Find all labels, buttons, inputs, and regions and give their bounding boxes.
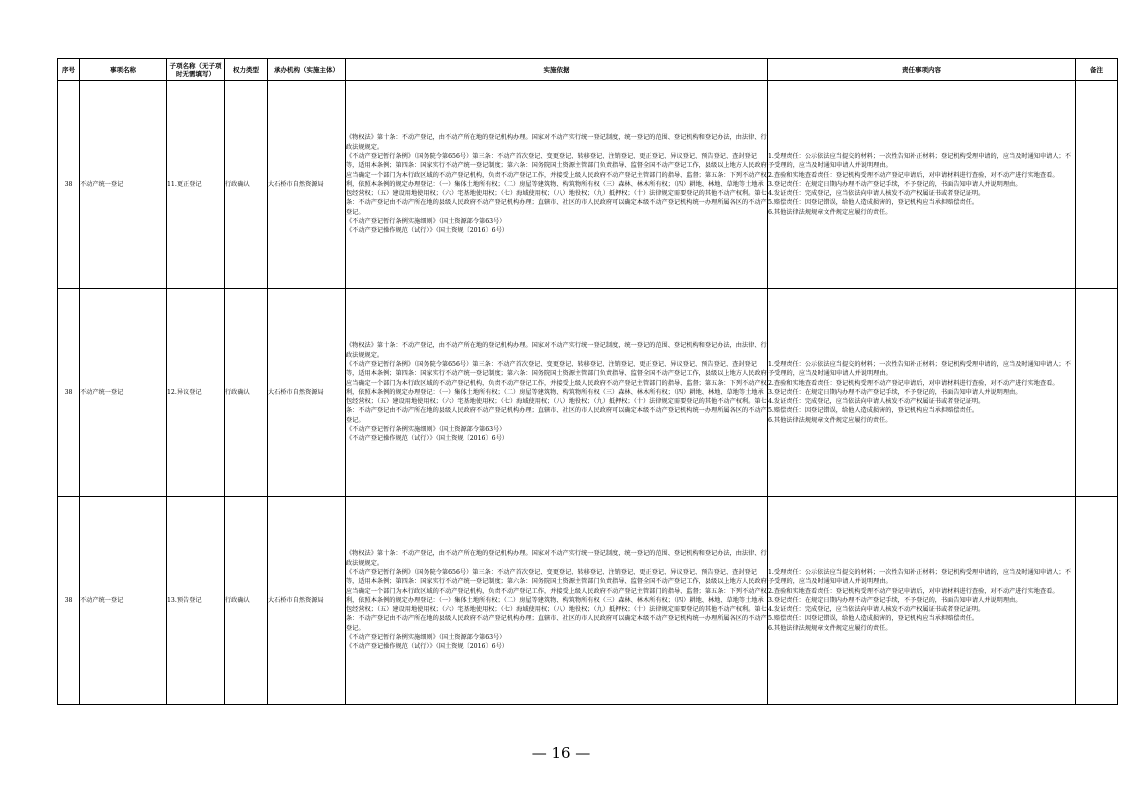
responsibility-item: 4.发证责任：完成登记，应当依法向申请人核发不动产权属证书或者登记证明。 xyxy=(768,398,985,406)
basis-paragraph: 《不动产登记暂行条例实施细则》（国土资源部令第63号） xyxy=(346,634,506,642)
row-power-type: 行政确认 xyxy=(225,81,268,289)
page-number: — 16 — xyxy=(531,744,591,762)
basis-paragraph: 《物权法》第十条：不动产登记，由不动产所在地的登记机构办理。国家对不动产实行统一登记制度，统一登记的范围、登记机构和登记办法，由法律、行政法规规定。 xyxy=(346,550,767,567)
basis-paragraph: 《物权法》第十条：不动产登记，由不动产所在地的登记机构办理。国家对不动产实行统一登记制度，统一登记的范围、登记机构和登记办法，由法律、行政法规规定。 xyxy=(346,342,767,359)
responsibility-item: 4.发证责任：完成登记，应当依法向申请人核发不动产权属证书或者登记证明。 xyxy=(768,606,985,614)
basis-paragraph: 《不动产登记暂行条例》（国务院令第656号）第三条：不动产首次登记、变更登记、转移登记、注销登记、更正登记、异议登记、预告登记、查封登记等，适用本条例；第四条：国家实行不动产统一登记制度；第六条：国务院国土资源主管部门负责指导、监督全国不动产登记工作，县级以上地方人民政府应当确定一个部门为本行政区域的不动产登记机构，负责不动产登记工作，并接受上级人民政府不动产登记主管部门的指导、监督；第五条：下列不动产权利，依照本条例的规定办理登记：（一）集体土地所有权；（二）房屋等建筑物、构筑物所有权（三）森林、林木所有权；（四）耕地、林地、草地等土地承包经营权；（五）建设用地使用权；（六）宅基地使用权；（七）海域使用权；（八）地役权；（九）抵押权；（十）法律规定需要登记的其他不动产权利。第七条：不动产登记由不动产所在地的县级人民政府不动产登记机构办理；直辖市、社区的市人民政府可以确定本级不动产登记机构统一办理所属各区的不动产登记。 xyxy=(346,360,767,424)
row-power-type: 行政确认 xyxy=(225,497,268,705)
row-remarks xyxy=(1076,289,1118,497)
header-seq: 序号 xyxy=(58,59,80,81)
row-responsibility xyxy=(768,289,1076,497)
basis-paragraph: 《不动产登记操作规范（试行）》（国土资规〔2016〕6号） xyxy=(346,643,508,651)
basis-paragraph: 《不动产登记暂行条例实施细则》（国土资源部令第63号） xyxy=(346,218,506,226)
row-responsibility xyxy=(768,81,1076,289)
responsibility-item: 6.其他法律法规规章文件规定应履行的责任。 xyxy=(768,416,892,424)
row-sub-item: 13.预告登记 xyxy=(167,497,225,705)
row-power-type: 行政确认 xyxy=(225,289,268,497)
row-sub-item: 11.更正登记 xyxy=(167,81,225,289)
responsibility-item: 3.登记责任：在规定日期内办理不动产登记手续，不予登记的，书面告知申请人并说明理由。 xyxy=(768,388,1022,396)
responsibility-item: 5.赔偿责任：因登记错误，给他人造成损害的，登记机构应当承担赔偿责任。 xyxy=(768,407,979,415)
row-remarks xyxy=(1076,81,1118,289)
responsibility-item: 3.登记责任：在规定日期内办理不动产登记手续，不予登记的，书面告知申请人并说明理由。 xyxy=(768,180,1022,188)
row-org: 大石桥市自然资源局 xyxy=(268,81,346,289)
responsibility-item: 2.查验和实地查看责任：登记机构受理不动产登记申请后，对申请材料进行查验，对不动产进行实地查看。 xyxy=(768,587,1059,595)
header-org: 承办机构（实施主体） xyxy=(268,59,346,81)
header-remarks: 备注 xyxy=(1076,59,1118,81)
table-row xyxy=(58,289,1118,497)
responsibility-item: 5.赔偿责任：因登记错误，给他人造成损害的，登记机构应当承担赔偿责任。 xyxy=(768,199,979,207)
row-responsibility xyxy=(768,497,1076,705)
row-seq: 38 xyxy=(58,289,80,497)
table-body xyxy=(58,81,1118,705)
basis-paragraph: 《不动产登记暂行条例》（国务院令第656号）第三条：不动产首次登记、变更登记、转移登记、注销登记、更正登记、异议登记、预告登记、查封登记等，适用本条例；第四条：国家实行不动产统一登记制度；第六条：国务院国土资源主管部门负责指导、监督全国不动产登记工作，县级以上地方人民政府应当确定一个部门为本行政区域的不动产登记机构，负责不动产登记工作，并接受上级人民政府不动产登记主管部门的指导、监督；第五条：下列不动产权利，依照本条例的规定办理登记：（一）集体土地所有权；（二）房屋等建筑物、构筑物所有权（三）森林、林木所有权；（四）耕地、林地、草地等土地承包经营权；（五）建设用地使用权；（六）宅基地使用权；（七）海域使用权；（八）地役权；（九）抵押权；（十）法律规定需要登记的其他不动产权利。第七条：不动产登记由不动产所在地的县级人民政府不动产登记机构办理；直辖市、社区的市人民政府可以确定本级不动产登记机构统一办理所属各区的不动产登记。 xyxy=(346,568,767,632)
row-seq: 38 xyxy=(58,81,80,289)
responsibility-item: 1.受理责任：公示依法应当提交的材料；一次性告知补正材料；登记机构受理申请的，应当及时通知申请人；不予受理的，应当及时通知申请人并说明理由。 xyxy=(768,152,1071,170)
basis-paragraph: 《不动产登记暂行条例》（国务院令第656号）第三条：不动产首次登记、变更登记、转移登记、注销登记、更正登记、异议登记、预告登记、查封登记等，适用本条例；第四条：国家实行不动产统一登记制度；第六条：国务院国土资源主管部门负责指导、监督全国不动产登记工作，县级以上地方人民政府应当确定一个部门为本行政区域的不动产登记机构，负责不动产登记工作，并接受上级人民政府不动产登记主管部门的指导、监督；第五条：下列不动产权利，依照本条例的规定办理登记：（一）集体土地所有权；（二）房屋等建筑物、构筑物所有权（三）森林、林木所有权；（四）耕地、林地、草地等土地承包经营权；（五）建设用地使用权；（六）宅基地使用权；（七）海域使用权；（八）地役权；（九）抵押权；（十）法律规定需要登记的其他不动产权利。第七条：不动产登记由不动产所在地的县级人民政府不动产登记机构办理；直辖市、社区的市人民政府可以确定本级不动产登记机构统一办理所属各区的不动产登记。 xyxy=(346,152,767,216)
responsibility-item: 5.赔偿责任：因登记错误，给他人造成损害的，登记机构应当承担赔偿责任。 xyxy=(768,615,979,623)
header-basis: 实施依据 xyxy=(346,59,768,81)
responsibility-item: 6.其他法律法规规章文件规定应履行的责任。 xyxy=(768,624,892,632)
row-basis xyxy=(346,81,768,289)
header-sub-item: 子项名称（无子项时无需填写） xyxy=(167,59,225,81)
row-basis xyxy=(346,497,768,705)
row-org: 大石桥市自然资源局 xyxy=(268,289,346,497)
responsibility-item: 6.其他法律法规规章文件规定应履行的责任。 xyxy=(768,208,892,216)
basis-paragraph: 《不动产登记操作规范（试行）》（国土资规〔2016〕6号） xyxy=(346,227,508,235)
responsibility-item: 1.受理责任：公示依法应当提交的材料；一次性告知补正材料；登记机构受理申请的，应当及时通知申请人；不予受理的，应当及时通知申请人并说明理由。 xyxy=(768,360,1071,378)
power-list-table xyxy=(57,58,1118,705)
basis-paragraph: 《不动产登记操作规范（试行）》（国土资规〔2016〕6号） xyxy=(346,435,508,443)
row-item-name: 不动产统一登记 xyxy=(80,497,167,705)
row-org: 大石桥市自然资源局 xyxy=(268,497,346,705)
row-seq: 38 xyxy=(58,497,80,705)
row-basis xyxy=(346,289,768,497)
responsibility-item: 2.查验和实地查看责任：登记机构受理不动产登记申请后，对申请材料进行查验，对不动产进行实地查看。 xyxy=(768,379,1059,387)
row-item-name: 不动产统一登记 xyxy=(80,81,167,289)
header-item-name: 事项名称 xyxy=(80,59,167,81)
basis-paragraph: 《不动产登记暂行条例实施细则》（国土资源部令第63号） xyxy=(346,426,506,434)
responsibility-item: 2.查验和实地查看责任：登记机构受理不动产登记申请后，对申请材料进行查验，对不动产进行实地查看。 xyxy=(768,171,1059,179)
table-header-row xyxy=(58,59,1118,81)
row-remarks xyxy=(1076,497,1118,705)
table-row xyxy=(58,81,1118,289)
row-item-name: 不动产统一登记 xyxy=(80,289,167,497)
basis-paragraph: 《物权法》第十条：不动产登记，由不动产所在地的登记机构办理。国家对不动产实行统一登记制度，统一登记的范围、登记机构和登记办法，由法律、行政法规规定。 xyxy=(346,134,767,151)
responsibility-item: 4.发证责任：完成登记，应当依法向申请人核发不动产权属证书或者登记证明。 xyxy=(768,190,985,198)
responsibility-item: 1.受理责任：公示依法应当提交的材料；一次性告知补正材料；登记机构受理申请的，应当及时通知申请人；不予受理的，应当及时通知申请人并说明理由。 xyxy=(768,568,1071,586)
responsibility-item: 3.登记责任：在规定日期内办理不动产登记手续，不予登记的，书面告知申请人并说明理由。 xyxy=(768,596,1022,604)
row-sub-item: 12.异议登记 xyxy=(167,289,225,497)
table-row xyxy=(58,497,1118,705)
header-responsibility: 责任事项内容 xyxy=(768,59,1076,81)
header-power-type: 权力类型 xyxy=(225,59,268,81)
